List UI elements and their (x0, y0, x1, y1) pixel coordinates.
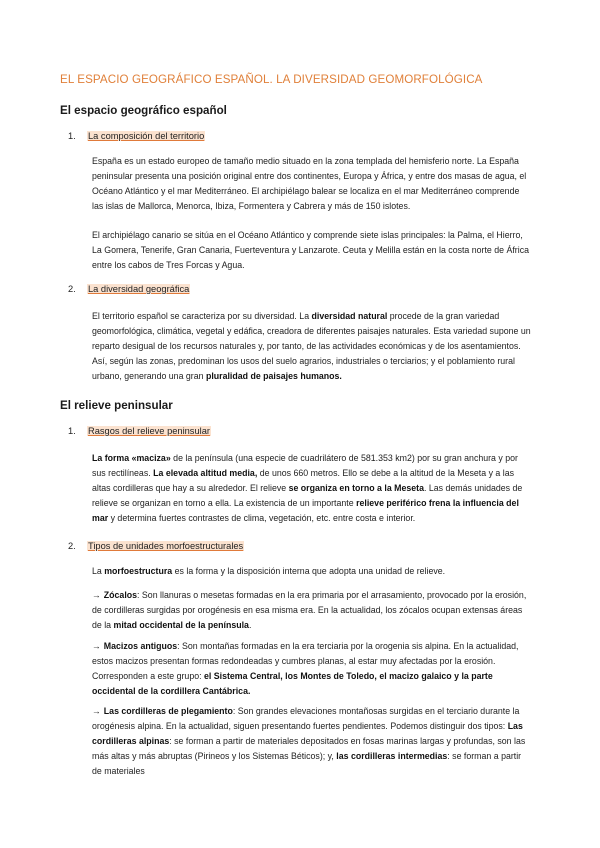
paragraph-archipielago-canario: El archipiélago canario se sitúa en el Océano Atlántico y comprende siete islas principales: la Palma, el Hierro, La Gomera, Tenerife, Gran Canaria, Fuerteventura y Lanzarote. Ceuta y Melilla están en la costa norte de África entre los cabos de Tres Forcas y Agua. (92, 230, 529, 270)
arrow-right-icon: → (92, 706, 101, 716)
paragraph-cordilleras-plegamiento: → Las cordilleras de plegamiento: Son grandes elevaciones montañosas surgidas en el terciario durante la orogénesis alpina. En la actualidad, siguen presentando fuertes pendientes. Podemos distinguir dos tipos: Las cordilleras alpinas: se forman a partir de materiales depositados en fosas marinas largas y profundas, son las más altas y más abruptas (Pirineos y los Sistemas Béticos); y, las cordilleras intermedias: se forman a partir de materiales (92, 706, 526, 776)
subheading-label: La diversidad geográfica (88, 284, 190, 294)
subheading-number: 1. (68, 426, 76, 436)
subheading-diversidad (68, 284, 190, 294)
subheading-rasgos (68, 426, 211, 436)
paragraph-zocalos: → Zócalos: Son llanuras o mesetas formadas en la era primaria por el arrasamiento, provocado por la erosión, de cordilleras surgidas por orogénesis en esa misma era. En la actualidad, los zócalos ocupan extensas áreas de la mitad occidental de la península. (92, 590, 527, 630)
paragraph-diversidad-natural: El territorio español se caracteriza por su diversidad. La diversidad natural procede de la gran variedad geomorfológica, climática, vegetal y edáfica, creadora de diferentes paisajes naturales. Esta variedad supone un reparto desigual de los recursos naturales y, por tanto, de las actividades económicas y de los asentamientos. Así, según las zonas, predominan los usos del suelo agrarios, industriales o terciarios; y el poblamiento rural urbano, generando una gran pluralidad de paisajes humanos. (92, 311, 531, 381)
paragraph-espana-posicion: España es un estado europeo de tamaño medio situado en la zona templada del hemisferio norte. La España peninsular presenta una posición original entre dos continentes, Europa y África, y entre dos masas de agua, el Océano Atlántico y el mar Mediterráneo. El archipiélago balear se localiza en el mar Mediterráneo comprende las islas de Mallorca, Menorca, Ibiza, Formentera y Cabrera y más de 150 islotes. (92, 156, 527, 211)
section-heading-relieve: El relieve peninsular (60, 399, 173, 412)
arrow-right-icon: → (92, 590, 101, 600)
document-title: EL ESPACIO GEOGRÁFICO ESPAÑOL. LA DIVERSIDAD GEOMORFOLÓGICA (60, 73, 483, 86)
subheading-number: 2. (68, 541, 76, 551)
subheading-label: Rasgos del relieve peninsular (88, 426, 210, 436)
subheading-composicion (68, 131, 205, 141)
subheading-label: Tipos de unidades morfoestructurales (88, 541, 244, 551)
subheading-tipos-unidades (68, 541, 244, 551)
subheading-number: 2. (68, 284, 76, 294)
section-heading-espacio: El espacio geográfico español (60, 104, 227, 117)
paragraph-macizos-antiguos: → Macizos antiguos: Son montañas formadas en la era terciaria por la orogenia sis alpina. En la actualidad, estos macizos presentan formas redondeadas y cumbres planas, al estar muy afectadas por la erosión. Corresponden a este grupo: el Sistema Central, los Montes de Toledo, el macizo galaico y la parte occidental de la cordillera Cantábrica. (92, 641, 519, 696)
arrow-right-icon: → (92, 641, 101, 651)
paragraph-morfoestructura: La morfoestructura es la forma y la disposición interna que adopta una unidad de relieve. (92, 566, 446, 576)
subheading-number: 1. (68, 131, 76, 141)
paragraph-rasgos-relieve: La forma «maciza» de la península (una especie de cuadrilátero de 581.353 km2) por su gran anchura y por sus rectilíneas. La elevada altitud media, de unos 660 metros. Ello se debe a la altitud de la Meseta y a las altas cordilleras que hay a su alrededor. El relieve se organiza en torno a la Meseta. Las demás unidades de relieve se organizan en torno a ella. La existencia de un importante relieve periférico frena la influencia del mar y determina fuertes contrastes de clima, vegetación, etc. entre costa e interior. (92, 453, 523, 523)
subheading-label: La composición del territorio (88, 131, 205, 141)
